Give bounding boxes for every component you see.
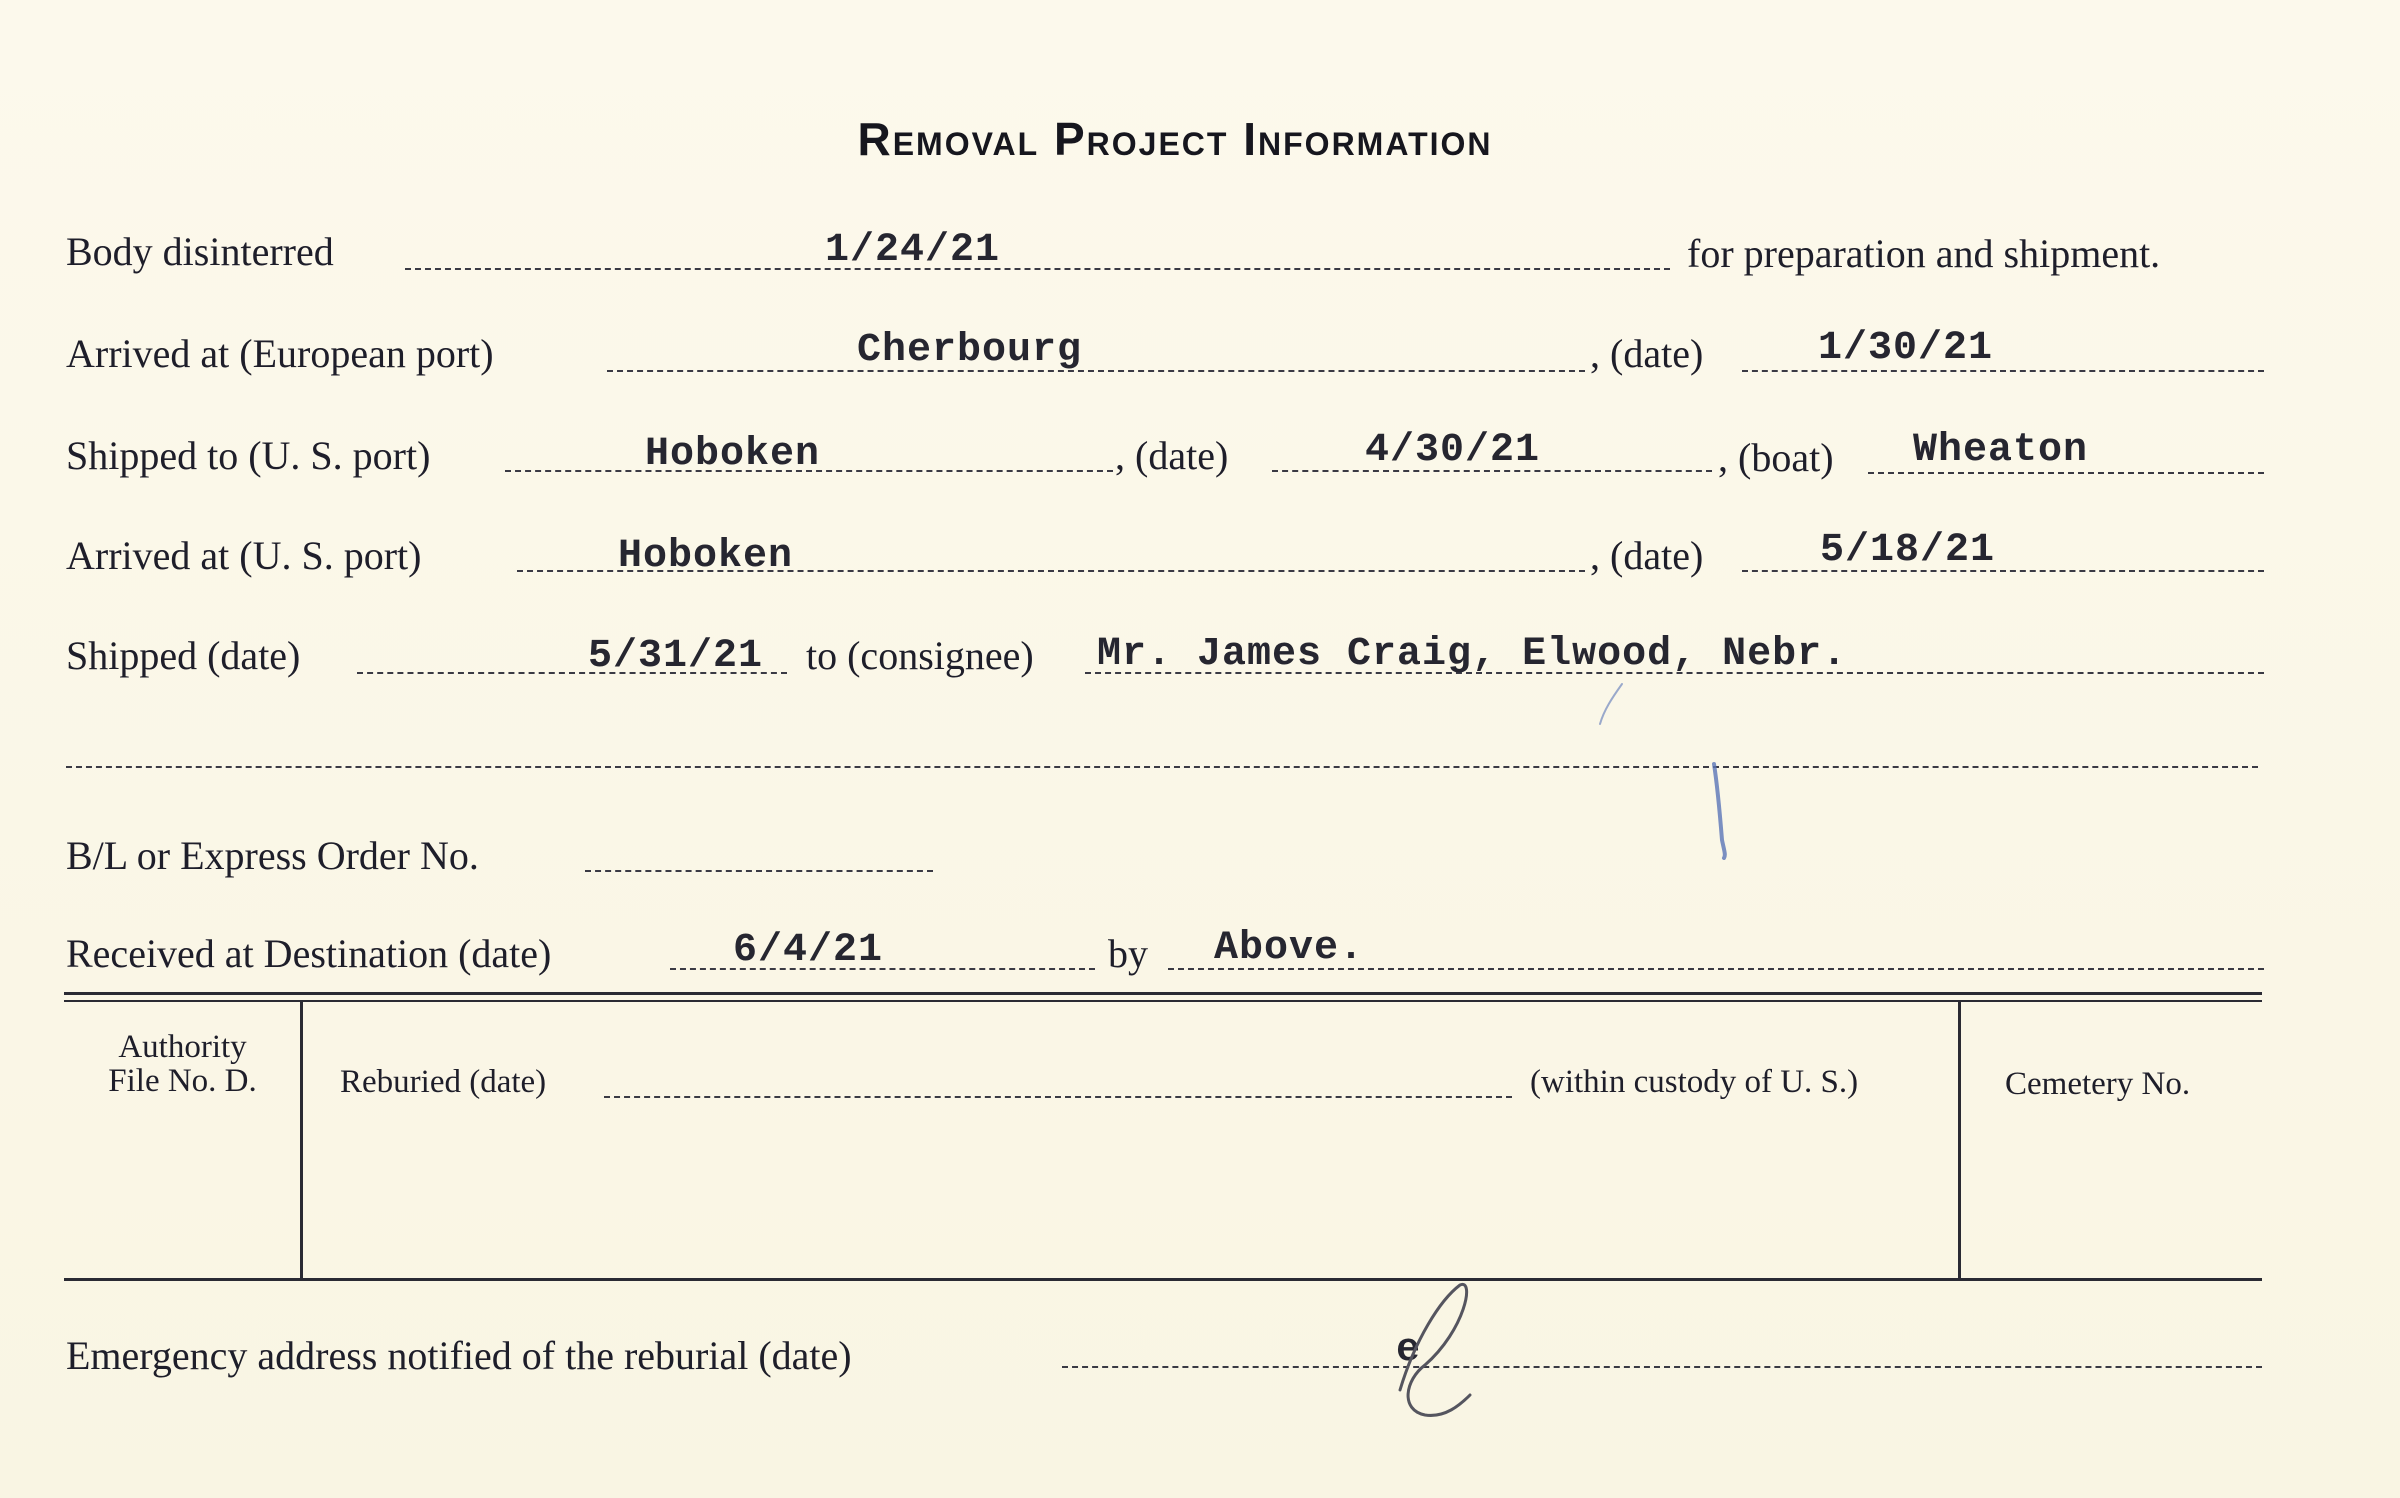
emergency-value: e xyxy=(1396,1328,1422,1373)
arrived-european-port: Cherbourg xyxy=(857,328,1083,373)
authority-label: Authority File No. D. xyxy=(108,1029,257,1099)
shipped-date: 5/31/21 xyxy=(588,634,764,679)
arrived-us-date: 5/18/21 xyxy=(1820,528,1996,573)
box-top-rule-inner xyxy=(64,1000,2262,1002)
received-date: 6/4/21 xyxy=(733,928,884,973)
bl-line xyxy=(585,870,933,872)
received-by-label: by xyxy=(1108,931,1148,976)
cemetery-label: Cemetery No. xyxy=(2005,1066,2191,1102)
shipped-us-boat: Wheaton xyxy=(1913,428,2089,473)
consignee-label: to (consignee) xyxy=(806,633,1034,678)
box-top-rule xyxy=(64,992,2262,995)
consignee-value: Mr. James Craig, Elwood, Nebr. xyxy=(1097,632,1848,677)
emergency-line xyxy=(1062,1366,2262,1368)
disinterred-date: 1/24/21 xyxy=(825,228,1001,273)
arrived-european-date-label: , (date) xyxy=(1590,331,1704,376)
arrived-european-date: 1/30/21 xyxy=(1818,326,1994,371)
box-right-divider xyxy=(1958,1002,1961,1278)
emergency-label: Emergency address notified of the reburial (date) xyxy=(66,1333,852,1378)
received-by: Above. xyxy=(1214,926,1365,971)
continuation-line xyxy=(66,766,2258,768)
ink-stroke-mark xyxy=(1700,760,1740,860)
reburied-line xyxy=(604,1096,1512,1098)
disinterred-suffix: for preparation and shipment. xyxy=(1687,231,2161,276)
shipped-us-label: Shipped to (U. S. port) xyxy=(66,433,431,478)
shipped-us-boat-label: , (boat) xyxy=(1718,435,1834,480)
ink-tick-mark xyxy=(1592,680,1632,730)
arrived-us-port: Hoboken xyxy=(618,534,794,579)
shipped-us-port: Hoboken xyxy=(645,432,821,477)
received-label: Received at Destination (date) xyxy=(66,931,552,976)
arrived-us-label: Arrived at (U. S. port) xyxy=(66,533,422,578)
shipped-us-date: 4/30/21 xyxy=(1365,428,1541,473)
disinterred-line xyxy=(405,268,1670,270)
reburied-label: Reburied (date) xyxy=(340,1064,547,1100)
bl-label: B/L or Express Order No. xyxy=(66,833,479,878)
shipped-us-date-label: , (date) xyxy=(1115,433,1229,478)
shipped-label: Shipped (date) xyxy=(66,633,301,678)
disinterred-label: Body disinterred xyxy=(66,229,334,274)
box-left-divider xyxy=(300,1002,303,1278)
custody-label: (within custody of U. S.) xyxy=(1530,1064,1859,1100)
box-bottom-rule xyxy=(64,1278,2262,1281)
arrived-european-label: Arrived at (European port) xyxy=(66,331,494,376)
card-title: Removal Project Information xyxy=(857,113,1493,165)
handwritten-e-mark xyxy=(1380,1270,1490,1430)
arrived-european-line xyxy=(607,370,1585,372)
arrived-us-date-label: , (date) xyxy=(1590,533,1704,578)
